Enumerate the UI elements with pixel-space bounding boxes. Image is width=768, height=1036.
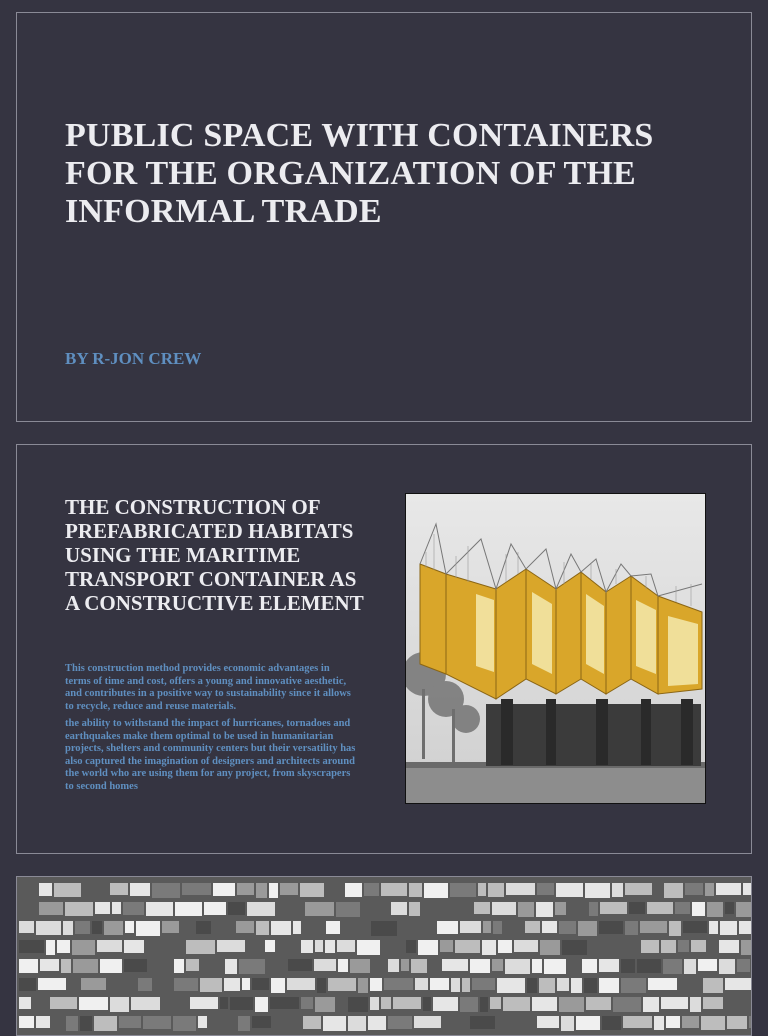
page-title: PUBLIC SPACE WITH CONTAINERS FOR THE ORGANIZATION OF THE INFORMAL TRADE	[65, 117, 654, 230]
container-stack	[537, 883, 554, 895]
container-stack	[498, 940, 512, 953]
container-stack	[578, 921, 597, 936]
container-stack	[270, 997, 299, 1009]
container-stack	[300, 883, 324, 897]
container-stack	[174, 959, 184, 973]
container-stack	[384, 978, 413, 990]
container-stack	[749, 1016, 752, 1028]
container-stack	[348, 997, 368, 1012]
container-stack	[112, 902, 121, 914]
container-stack	[612, 883, 623, 897]
container-stack	[437, 921, 458, 934]
container-stack	[242, 978, 250, 990]
container-stack	[19, 959, 38, 973]
container-stack	[532, 959, 542, 973]
container-stack	[388, 959, 399, 972]
container-stack	[190, 997, 218, 1009]
container-stack	[571, 978, 582, 993]
container-stack	[613, 997, 641, 1012]
container-stack	[470, 959, 490, 973]
container-stack	[743, 883, 752, 895]
container-stack	[647, 902, 673, 914]
container-stack	[370, 978, 382, 991]
container-port-aerial-illustration	[17, 877, 752, 1036]
container-stack	[75, 921, 90, 934]
container-stack	[38, 978, 66, 990]
author-byline: BY R-JON CREW	[65, 349, 202, 368]
container-stack	[228, 902, 245, 915]
container-stack	[544, 959, 566, 974]
container-stack	[709, 921, 718, 934]
container-stack	[301, 997, 313, 1009]
container-stack	[409, 883, 422, 897]
container-stack	[271, 921, 291, 935]
container-stack	[599, 921, 623, 934]
container-stack	[589, 902, 598, 916]
container-stack	[338, 959, 348, 972]
container-stack	[684, 959, 696, 974]
container-stack	[698, 959, 717, 971]
container-stack	[455, 940, 480, 953]
container-stack	[556, 883, 583, 897]
port-photo-slide	[16, 876, 752, 1036]
container-stack	[675, 902, 690, 914]
container-stack	[130, 883, 150, 896]
container-stack	[669, 921, 681, 936]
container-stack	[488, 883, 504, 897]
container-stack	[50, 997, 77, 1009]
container-stack	[326, 921, 340, 934]
container-stack	[19, 997, 31, 1009]
container-stack	[217, 940, 245, 952]
container-stack	[701, 1016, 725, 1030]
container-stack	[666, 1016, 680, 1028]
container-stack	[269, 883, 278, 898]
container-stack	[72, 940, 95, 955]
container-stack	[36, 921, 61, 935]
container-stack	[213, 883, 235, 896]
container-stack	[525, 921, 540, 933]
container-stack	[602, 1016, 621, 1030]
container-stack	[536, 902, 553, 917]
container-stack	[364, 883, 379, 896]
container-stack	[643, 997, 659, 1012]
container-stack	[196, 921, 211, 934]
container-stack	[433, 997, 458, 1011]
container-stack	[691, 940, 706, 952]
container-stack	[430, 978, 449, 990]
container-stack	[720, 921, 737, 935]
container-building-illustration	[406, 494, 706, 804]
container-stack	[252, 978, 269, 990]
container-stack	[460, 997, 478, 1012]
container-stack	[39, 902, 63, 915]
body-paragraph-1: This construction method provides economic advantages in terms of time and cost, offers a young and innovative aesthetic, and contributes in a positive way to sustainability since it allows to recycle, reduce and reuse materials.	[65, 663, 351, 712]
container-stack	[599, 978, 619, 993]
container-stack	[200, 978, 222, 992]
container-stack	[739, 921, 752, 934]
container-stack	[664, 883, 683, 898]
container-stack	[95, 902, 110, 914]
container-stack	[371, 921, 397, 936]
container-stack	[391, 902, 407, 915]
container-stack	[303, 1016, 321, 1029]
container-stack	[317, 978, 326, 993]
container-stack	[424, 883, 448, 898]
container-stack	[39, 883, 52, 896]
container-stack	[725, 978, 752, 990]
container-stack	[559, 921, 576, 934]
container-stack	[415, 978, 428, 990]
container-stack	[557, 978, 569, 991]
container-stack	[741, 940, 752, 955]
container-stack	[683, 921, 707, 933]
container-stack	[648, 978, 677, 990]
container-stack	[682, 1016, 699, 1028]
container-stack	[381, 997, 391, 1009]
container-stack	[661, 997, 688, 1009]
container-stack	[401, 959, 409, 971]
container-stack	[19, 921, 34, 933]
container-stack	[220, 997, 228, 1009]
container-stack	[692, 902, 705, 916]
container-stack	[690, 997, 701, 1012]
container-stack	[492, 902, 516, 915]
container-stack	[640, 921, 667, 933]
container-stack	[703, 978, 723, 993]
container-stack	[143, 1016, 171, 1029]
container-stack	[462, 978, 470, 992]
container-stack	[104, 921, 123, 935]
container-stack	[350, 959, 370, 973]
container-stack	[186, 959, 199, 971]
container-stack	[255, 997, 268, 1012]
container-stack	[92, 921, 102, 934]
container-stack	[293, 921, 301, 934]
container-stack	[621, 978, 646, 993]
container-stack	[54, 883, 81, 897]
container-stack	[370, 997, 379, 1010]
container-stack	[138, 978, 152, 991]
container-stack	[409, 902, 420, 916]
container-stack	[204, 902, 226, 915]
container-stack	[737, 959, 750, 972]
container-stack	[629, 902, 645, 914]
container-stack	[442, 959, 468, 971]
container-stack	[472, 978, 495, 990]
container-stack	[537, 1016, 559, 1028]
container-stack	[100, 959, 122, 973]
container-stack	[36, 1016, 50, 1028]
container-stack	[705, 883, 714, 896]
container-stack	[532, 997, 557, 1011]
container-stack	[637, 959, 661, 973]
container-stack	[110, 997, 129, 1012]
container-stack	[174, 978, 198, 991]
container-stack	[490, 997, 501, 1009]
container-stack	[265, 940, 275, 952]
container-stack	[19, 940, 44, 953]
container-stack	[555, 902, 566, 915]
container-stack	[131, 997, 160, 1010]
container-stack	[492, 959, 503, 971]
container-stack	[703, 997, 723, 1009]
container-stack	[451, 978, 460, 992]
container-stack	[19, 1016, 34, 1028]
container-stack	[450, 883, 476, 897]
container-stack	[414, 1016, 441, 1028]
container-stack	[654, 1016, 664, 1030]
container-stack	[256, 921, 269, 935]
container-stack	[381, 883, 407, 896]
container-stack	[503, 997, 530, 1011]
container-stack	[182, 883, 211, 895]
container-stack	[625, 883, 652, 895]
body-paragraph-2: the ability to withstand the impact of hurricanes, tornadoes and earthquakes make them optimal to be used in humanitarian projects, shelters and community centers but their versatility has also captured the imagination of designers and architects around the world who are using them for any project, from skyscrapers to second homes	[65, 718, 356, 792]
container-stack	[40, 959, 59, 971]
container-stack	[61, 959, 71, 973]
container-stack	[119, 1016, 141, 1028]
container-stack	[305, 902, 334, 916]
container-stack	[527, 978, 537, 993]
container-stack	[65, 902, 93, 916]
container-stack	[483, 921, 491, 933]
container-building-photo	[405, 493, 706, 804]
container-stack	[247, 902, 275, 916]
container-stack	[540, 940, 560, 955]
container-stack	[79, 997, 108, 1010]
container-stack	[725, 902, 734, 914]
container-stack	[136, 921, 160, 936]
container-stack	[493, 921, 502, 934]
container-stack	[716, 883, 741, 895]
container-stack	[621, 959, 635, 973]
container-stack	[230, 997, 253, 1010]
container-stack	[641, 940, 659, 953]
container-stack	[357, 940, 380, 955]
container-stack	[315, 997, 335, 1012]
container-stack	[81, 978, 106, 990]
container-stack	[288, 959, 312, 971]
container-stack	[97, 940, 122, 952]
container-stack	[125, 921, 134, 933]
container-stack	[152, 883, 180, 898]
container-stack	[46, 940, 55, 955]
container-stack	[198, 1016, 207, 1028]
container-stack	[301, 940, 313, 953]
container-stack	[582, 959, 597, 973]
container-stack	[315, 940, 323, 952]
container-stack	[480, 997, 488, 1012]
container-stack	[225, 959, 237, 974]
container-stack	[514, 940, 538, 952]
container-stack	[411, 959, 427, 973]
container-stack	[239, 959, 265, 974]
container-stack	[393, 997, 421, 1009]
container-stack	[146, 902, 173, 916]
container-stack	[186, 940, 215, 954]
container-stack	[256, 883, 267, 898]
container-stack	[406, 940, 416, 953]
container-stack	[600, 902, 627, 914]
container-stack	[271, 978, 285, 993]
container-stack	[337, 940, 355, 952]
container-stack	[224, 978, 240, 991]
container-stack	[237, 883, 254, 895]
container-stack	[368, 1016, 386, 1030]
container-stack	[539, 978, 555, 993]
container-stack	[460, 921, 481, 933]
container-stack	[175, 902, 202, 916]
container-stack	[388, 1016, 412, 1029]
container-stack	[585, 883, 610, 898]
container-stack	[314, 959, 336, 971]
container-stack	[625, 921, 638, 935]
container-stack	[599, 959, 619, 972]
container-stack	[685, 883, 703, 895]
container-stack	[162, 921, 179, 933]
container-stack	[506, 883, 535, 895]
container-stack	[110, 883, 128, 895]
container-stack	[19, 978, 36, 991]
container-stack	[623, 1016, 652, 1028]
container-stack	[440, 940, 453, 952]
content-slide	[16, 444, 752, 854]
container-stack	[542, 921, 557, 933]
container-stack	[663, 959, 682, 974]
container-stack	[584, 978, 597, 993]
section-heading: THE CONSTRUCTION OF PREFABRICATED HABITATS USING THE MARITIME TRANSPORT CONTAINER AS A CONSTRUCTIVE ELEMENT	[65, 495, 364, 615]
container-stack	[505, 959, 530, 974]
container-stack	[736, 902, 752, 917]
container-stack	[482, 940, 496, 955]
container-stack	[727, 1016, 747, 1029]
container-stack	[661, 940, 676, 953]
container-stack	[474, 902, 490, 914]
container-stack	[707, 902, 723, 917]
container-stack	[586, 997, 611, 1010]
container-stack	[124, 959, 147, 972]
container-stack	[562, 940, 587, 955]
container-stack	[559, 997, 584, 1012]
container-stack	[336, 902, 360, 917]
title-slide	[16, 12, 752, 422]
container-stack	[124, 940, 144, 953]
container-stack	[325, 940, 335, 953]
container-stack	[719, 959, 735, 974]
container-stack	[518, 902, 534, 917]
container-stack	[719, 940, 739, 953]
container-stack	[328, 978, 356, 991]
container-stack	[418, 940, 438, 955]
container-stack	[678, 940, 689, 952]
container-stack	[287, 978, 315, 990]
container-stack	[497, 978, 525, 993]
container-stack	[280, 883, 298, 895]
container-stack	[73, 959, 98, 973]
container-stack	[470, 1016, 495, 1029]
container-stack	[57, 940, 70, 953]
container-stack	[123, 902, 144, 915]
container-stack	[252, 1016, 271, 1028]
container-stack	[576, 1016, 600, 1030]
container-stack	[345, 883, 362, 897]
container-stack	[423, 997, 431, 1011]
container-stack	[478, 883, 486, 896]
container-stack	[358, 978, 368, 993]
container-stack	[63, 921, 73, 935]
container-stack	[236, 921, 254, 933]
